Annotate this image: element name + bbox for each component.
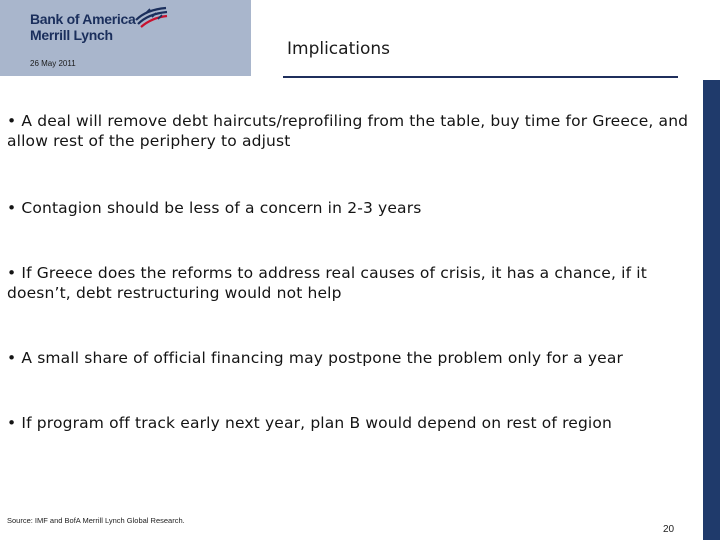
- source-note: Source: IMF and BofA Merrill Lynch Global Research.: [7, 516, 185, 525]
- bullet-point: • A deal will remove debt haircuts/reprofiling from the table, buy time for Greece, and allow rest of the periphery to adjust: [7, 112, 689, 150]
- logo-panel: [0, 0, 251, 76]
- bullet-point: • If program off track early next year, plan B would depend on rest of region: [7, 414, 612, 432]
- bullet-point: • If Greece does the reforms to address real causes of crisis, it has a chance, if it doesn’t, debt restructuring would not help: [7, 264, 647, 302]
- bank-logo-wordmark: [30, 11, 135, 43]
- bullet-point: • Contagion should be less of a concern in 2-3 years: [7, 199, 422, 217]
- right-accent-bar: [703, 80, 720, 540]
- flagscape-logo-icon: [134, 6, 168, 28]
- page-number: 20: [663, 524, 675, 535]
- title-underline: [283, 76, 678, 78]
- slide-title: Implications: [287, 39, 390, 59]
- bullet-point: • A small share of official financing may postpone the problem only for a year: [7, 349, 624, 367]
- logo-line-2: Merrill Lynch: [30, 27, 113, 43]
- logo-line-1: Bank of America: [30, 11, 136, 27]
- report-date: 26 May 2011: [30, 59, 76, 68]
